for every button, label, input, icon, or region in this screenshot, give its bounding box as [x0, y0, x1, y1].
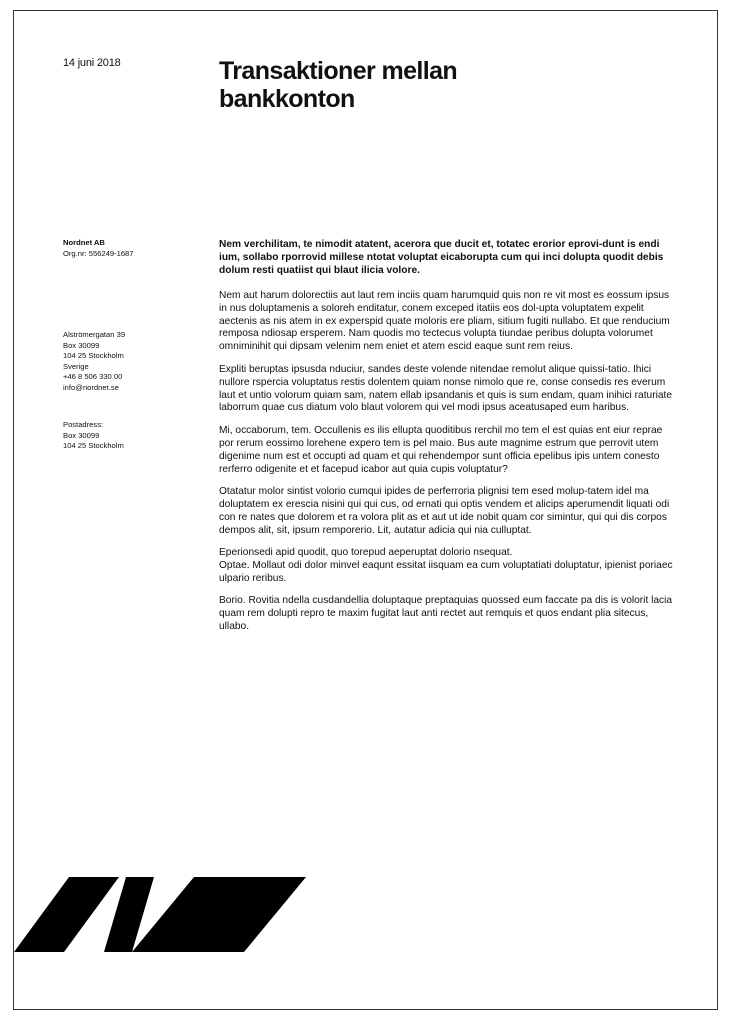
postal-label: Postadress: [63, 420, 104, 429]
body-paragraph: Otatatur molor sintist volorio cumqui ipides de perferroria plignisi tem esed molup-tatem idel ma doluptatem ex erescia nisini qui qui cus, od ernati qui optis vendem et alicips aperumendit liquati odi con re nates que dolorem et ra volora plit as et aut ut ide nobit quam cor simintur, qui qui dis corpos dempos alit, sit, ipsum remporerio. Lit, autatur adicia qui nia culluptat. [219, 486, 670, 536]
body-paragraph: Mi, occaborum, tem. Occullenis es ilis ellupta quoditibus rerchil mo tem el est quias ent eiur reprae por rerum eossimo lorehene expero tem is pel maio. Bus aute magnime estrum que perrovit utem digenime num est et occupti ad quam et qui rehendempor sunt officia epelibus ipis untem conesto rerferro odigenite et et facepud icabor aut quia cupis voluptatur? [219, 424, 663, 475]
address-line: 104 25 Stockholm [63, 351, 124, 361]
body-paragraph: Expliti beruptas ipsusda nduciur, sandes deste volende nitendae remolut alique quissi-tatio. Ihici nullore rspercia voluptatus restis dolentem quiam nonse nimolo que re, conse consedis res everum laut et untio volorum quiam sam, natem ellab ipsandanis et quis is sum endam, quam inihici raturiate laborrum quae cus diatum volo blaut volorem qui vel modi ipsus aceatusaped eum haribus. [219, 363, 673, 414]
nordnet-logo [14, 877, 314, 952]
postal-address [63, 420, 124, 452]
postal-line: Box 30099 [63, 430, 100, 440]
visiting-address [63, 330, 125, 394]
address-line: Box 30099 [63, 340, 100, 350]
body-paragraph [219, 547, 674, 586]
address-line: Alströmergatan 39 [63, 330, 126, 339]
letter-title: Transaktioner mellan bankkonton [219, 57, 458, 113]
lead-paragraph: Nem verchilitam, te nimodit atatent, acerora que ducit et, totatec erorior eprovi-dunt is endi ium, sollabo rporrovid millese ntotat voluptat eicaborupta cum qui inci dolupta quodit debis dolum resti quatiist qui blaut ilicia volore. [219, 239, 664, 276]
org-number: Org.nr: 556249-1687 [63, 248, 134, 258]
body-paragraph: Borio. Rovitia ndella cusdandellia doluptaque preptaquias quossed eum faccate pa dis is volorit lacia quam rem dolupti repro te maxim fugitat laut anti rectet aut remquis et quos endant plia sitecus, ullabo. [219, 595, 673, 633]
letter-date: 14 juni 2018 [63, 57, 121, 69]
paragraph-line: Optae. Mollaut odi dolor minvel eaqunt essitat iisquam ea cum voluptatiati doluptatur, ipienist poriaec ulpario reribus. [219, 560, 673, 584]
letter-page [13, 10, 718, 1010]
address-line: Sverige [63, 361, 89, 371]
logo-left-stripe [14, 877, 119, 952]
logo-right-stripe [132, 877, 306, 952]
company-name: Nordnet AB [63, 238, 105, 247]
postal-line: 104 25 Stockholm [63, 441, 124, 451]
body-paragraph: Nem aut harum dolorectiis aut laut rem inciis quam harumquid quis non re vit most es eossum ipsus in nus doluptamenis a soloreh enditatur, conem exceped itatiis eos dol-upta voluptatem expelit aectenis as nis atem in ex experspid quate moloris ere pliam, sitium fugiti nullabo. Et que renducium remposa ndiosap ersperem. Nam quodis mo tectecus volupta tiundae peribus dolupta volorumet omniminihit qui dipsam velenim nem eniet et atem escid eaque sunt rem reius. [219, 289, 670, 353]
email-address: info@nordnet.se [63, 382, 119, 392]
sender-sidebar [63, 238, 193, 451]
phone-number: +46 8 506 330 00 [63, 372, 123, 382]
paragraph-line: Eperionsedi apid quodit, quo torepud aeperuptat dolorio nsequat. [219, 547, 513, 559]
letter-body [219, 239, 674, 644]
